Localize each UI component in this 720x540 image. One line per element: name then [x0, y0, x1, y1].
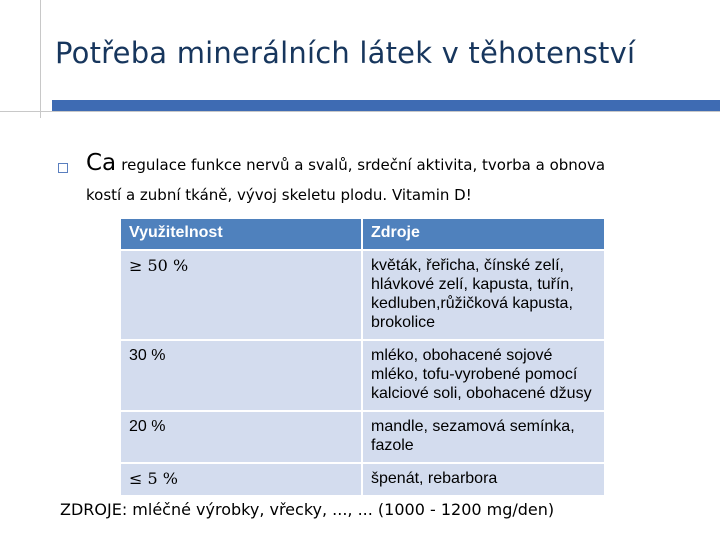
cell-uptake: ≤ 5 %	[120, 463, 362, 496]
title-accent-bar	[52, 100, 720, 111]
calcium-sources-table	[120, 218, 605, 496]
source-line: ZDROJE: mléčné výrobky, vřecky, ..., ... (1000 - 1200 mg/den)	[60, 500, 555, 519]
decor-horizontal-line	[0, 111, 720, 112]
cell-sources: květák, řeřicha, čínské zelí, hlávkové zelí, kapusta, tuřín, kedluben,růžičková kapusta, brokolice	[362, 250, 605, 340]
cell-uptake: ≥ 50 %	[120, 250, 362, 340]
table-row	[120, 411, 605, 463]
table-row	[120, 250, 605, 340]
cell-uptake: 30 %	[120, 340, 362, 411]
table-row	[120, 463, 605, 496]
bullet-text	[86, 150, 605, 176]
bullet-text-line1: regulace funkce nervů a svalů, srdeční aktivita, tvorba a obnova	[121, 156, 606, 174]
header-sources: Zdroje	[362, 218, 605, 250]
bullet-text-line2: kostí a zubní tkáně, vývoj skeletu plodu. Vitamin D!	[86, 186, 472, 204]
element-symbol: Ca	[86, 150, 117, 176]
table-header-row	[120, 218, 605, 250]
cell-sources: mléko, obohacené sojové mléko, tofu-vyrobené pomocí kalciové soli, obohacené džusy	[362, 340, 605, 411]
cell-uptake: 20 %	[120, 411, 362, 463]
cell-sources: špenát, rebarbora	[362, 463, 605, 496]
table-row	[120, 340, 605, 411]
cell-sources: mandle, sezamová semínka, fazole	[362, 411, 605, 463]
square-bullet-icon	[58, 163, 68, 173]
slide-title: Potřeba minerálních látek v těhotenství	[55, 36, 636, 70]
decor-vertical-line	[40, 0, 41, 118]
header-uptake: Využitelnost	[120, 218, 362, 250]
